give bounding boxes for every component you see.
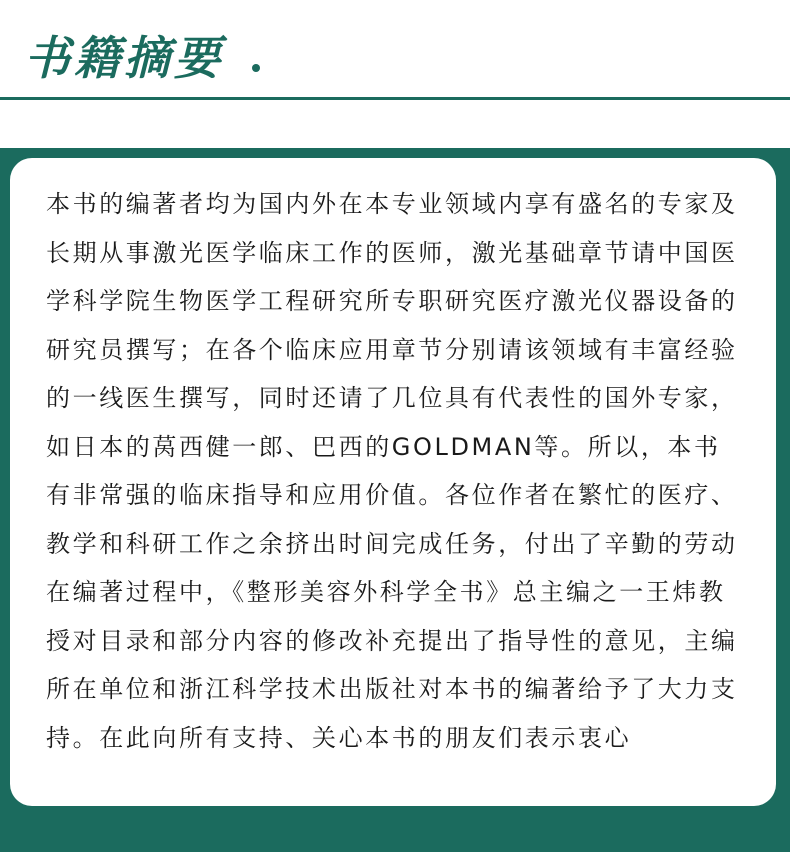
summary-line: 如日本的莴西健一郎、巴西的GOLDMAN等。所以，本书 (46, 432, 721, 461)
title-dot-ornament (252, 64, 260, 72)
summary-line: 本书的编著者均为国内外在本专业领域内享有盛名的专家及 (46, 190, 738, 218)
summary-line: 在编著过程中，《整形美容外科学全书》总主编之一王炜教 (46, 578, 726, 606)
summary-line: 研究员撰写；在各个临床应用章节分别请该领域有丰富经验 (46, 335, 738, 364)
summary-line: 所在单位和浙江科学技术出版社对本书的编著给予了大力支 (46, 675, 738, 703)
summary-text (46, 180, 746, 762)
summary-line: 有非常强的临床指导和应用价值。各位作者在繁忙的医疗、 (46, 481, 738, 509)
summary-card (10, 158, 776, 806)
summary-line: 持。在此向所有支持、关心本书的朋友们表示衷心 (46, 723, 632, 752)
summary-line: 教学和科研工作之余挤出时间完成任务，付出了辛勤的劳动 (46, 529, 738, 558)
page-title: 书籍摘要 (24, 31, 224, 85)
summary-line: 学科学院生物医学工程研究所专职研究医疗激光仪器设备的 (46, 287, 738, 315)
summary-line: 的一线医生撰写，同时还请了几位具有代表性的国外专家， (46, 384, 738, 412)
summary-line: 授对目录和部分内容的修改补充提出了指导性的意见，主编 (46, 626, 738, 655)
summary-line: 长期从事激光医学临床工作的医师，激光基础章节请中国医 (46, 238, 738, 267)
header (0, 0, 790, 100)
header-divider (0, 97, 790, 100)
